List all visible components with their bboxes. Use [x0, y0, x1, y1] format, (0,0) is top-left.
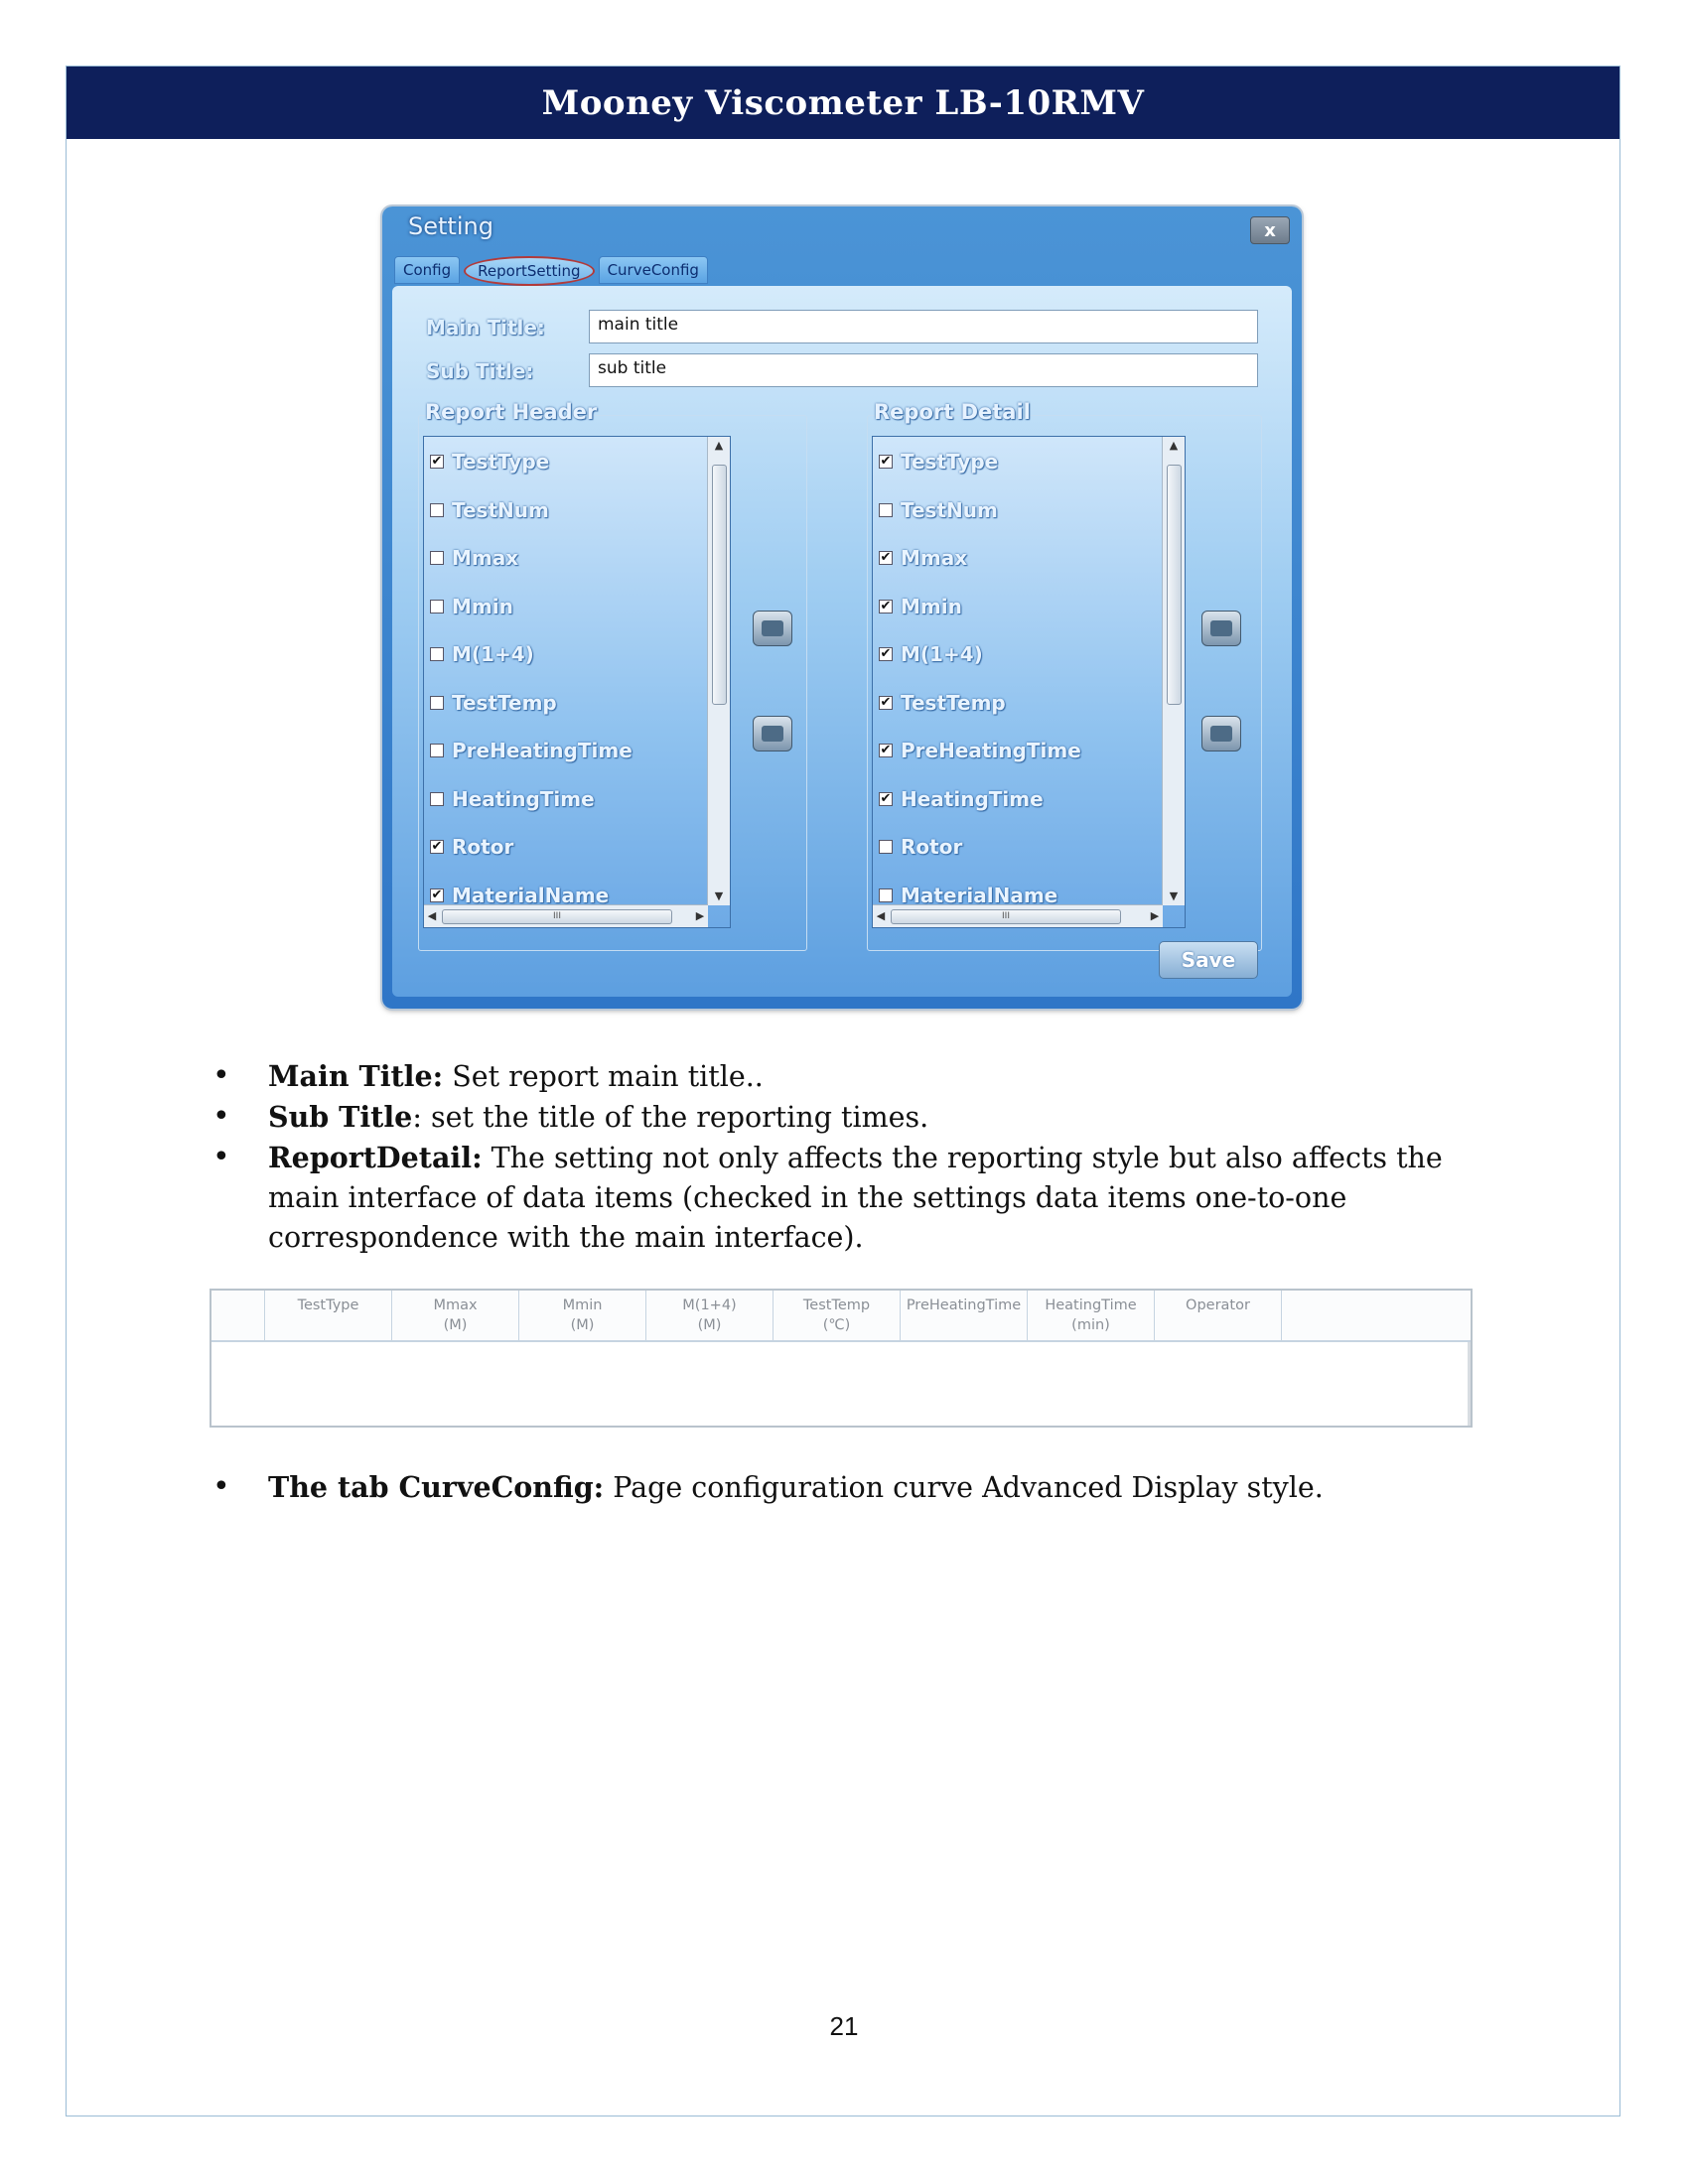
bullet-report-detail — [212, 1138, 1513, 1258]
column-name: Mmin — [562, 1297, 603, 1313]
column-header[interactable] — [646, 1291, 774, 1340]
list-item[interactable] — [430, 495, 549, 525]
list-item-label: Rotor — [452, 835, 514, 859]
table-header-row — [211, 1291, 1471, 1342]
list-item-label: MaterialName — [901, 883, 1058, 907]
list-item[interactable] — [430, 543, 518, 573]
column-header[interactable] — [1028, 1291, 1155, 1340]
report-detail-legend: Report Detail — [874, 400, 1031, 424]
list-item-label: HeatingTime — [901, 786, 1044, 811]
main-title-label: Main Title: — [426, 316, 545, 340]
list-item[interactable] — [430, 592, 513, 621]
list-item-label: TestNum — [901, 497, 998, 522]
list-item-label: TestTemp — [452, 690, 557, 715]
list-item[interactable] — [879, 543, 967, 573]
bullet-sub-title — [212, 1097, 1513, 1138]
list-item-label: TestTemp — [901, 690, 1006, 715]
list-item-label: TestType — [901, 450, 999, 474]
column-unit: (min) — [1071, 1317, 1110, 1333]
bullet-term: Main Title: — [268, 1059, 444, 1093]
column-header[interactable] — [1155, 1291, 1282, 1340]
list-item[interactable] — [430, 688, 557, 718]
column-name: TestType — [297, 1297, 359, 1313]
document-title: Mooney Viscometer LB-10RMV — [541, 82, 1145, 123]
scroll-right-icon[interactable]: ▶ — [1150, 909, 1160, 922]
scroll-left-icon[interactable]: ◀ — [876, 909, 886, 922]
curve-bullet-list — [212, 1467, 1513, 1508]
list-item-label: HeatingTime — [452, 786, 595, 811]
vertical-scrollbar[interactable] — [1162, 437, 1185, 905]
column-name: PreHeatingTime — [906, 1297, 1022, 1313]
checkbox[interactable]: ✔ — [431, 839, 443, 854]
list-item-label: Rotor — [901, 835, 963, 859]
column-name: TestTemp — [802, 1297, 871, 1313]
bullet-text: : set the title of the reporting times. — [412, 1101, 929, 1134]
sub-title-label: Sub Title: — [426, 359, 534, 383]
column-header[interactable] — [774, 1291, 901, 1340]
scroll-down-icon[interactable]: ▼ — [714, 889, 724, 902]
main-interface-table — [210, 1289, 1473, 1428]
scroll-down-icon[interactable]: ▼ — [1169, 889, 1179, 902]
list-item[interactable] — [430, 881, 609, 910]
tab-reportsetting[interactable]: ReportSetting — [464, 256, 594, 286]
dialog-body — [392, 286, 1292, 997]
move-down-button[interactable] — [1201, 716, 1241, 751]
report-detail-group — [867, 400, 1262, 951]
setting-dialog — [382, 206, 1302, 1009]
list-item-label: M(1+4) — [901, 642, 983, 666]
list-item[interactable] — [879, 832, 962, 862]
move-up-button[interactable] — [1201, 611, 1241, 646]
list-item[interactable] — [879, 784, 1044, 814]
list-item[interactable] — [879, 688, 1006, 718]
column-unit: (℃) — [822, 1317, 851, 1333]
checkbox[interactable] — [430, 551, 444, 565]
settings-bullet-list — [212, 1056, 1513, 1258]
report-detail-list[interactable] — [872, 436, 1186, 928]
move-up-button[interactable] — [753, 611, 792, 646]
column-header[interactable] — [265, 1291, 392, 1340]
column-name: Mmax — [433, 1297, 478, 1313]
column-unit: (M) — [697, 1317, 722, 1333]
checkbox[interactable]: ✔ — [880, 694, 892, 710]
column-header[interactable] — [901, 1291, 1028, 1340]
vertical-scrollbar[interactable] — [707, 437, 730, 905]
scroll-right-icon[interactable]: ▶ — [695, 909, 705, 922]
scroll-up-icon[interactable]: ▲ — [1169, 439, 1179, 452]
checkbox[interactable] — [879, 840, 893, 854]
header-band — [67, 67, 1619, 139]
list-item[interactable] — [879, 639, 983, 669]
main-title-input[interactable]: main title — [589, 310, 1258, 343]
bullet-text: Set report main title.. — [443, 1060, 764, 1093]
list-item[interactable] — [430, 639, 534, 669]
tab-bar — [394, 256, 708, 286]
checkbox[interactable] — [430, 600, 444, 614]
checkbox[interactable] — [879, 503, 893, 517]
bullet-text: Page configuration curve Advanced Display style. — [604, 1471, 1324, 1504]
list-item[interactable] — [879, 592, 962, 621]
list-item-label: Mmax — [452, 546, 519, 570]
move-down-button[interactable] — [753, 716, 792, 751]
list-item-label: TestType — [452, 450, 550, 474]
scroll-up-icon[interactable]: ▲ — [714, 439, 724, 452]
column-unit: (M) — [443, 1317, 468, 1333]
list-item-label: PreHeatingTime — [901, 739, 1081, 762]
scroll-left-icon[interactable]: ◀ — [427, 909, 437, 922]
save-button[interactable]: Save — [1159, 941, 1258, 979]
arrow-down-icon — [1210, 726, 1232, 742]
report-header-list[interactable] — [423, 436, 731, 928]
column-name: HeatingTime — [1045, 1297, 1137, 1313]
page-number: 21 — [829, 2011, 859, 2041]
list-item-label: TestNum — [452, 497, 549, 522]
dialog-title: Setting — [408, 212, 493, 240]
list-item-label: Mmin — [901, 594, 962, 618]
scroll-thumb[interactable]: III — [891, 909, 1121, 924]
checkbox[interactable]: ✔ — [880, 550, 892, 565]
checkbox[interactable]: ✔ — [880, 646, 892, 661]
checkbox[interactable] — [430, 696, 444, 710]
sub-title-input[interactable]: sub title — [589, 353, 1258, 387]
bullet-main-title — [212, 1056, 1513, 1097]
column-header[interactable] — [392, 1291, 519, 1340]
table-body — [211, 1342, 1471, 1426]
list-item[interactable] — [879, 736, 1081, 765]
checkbox[interactable]: ✔ — [880, 743, 892, 757]
list-item-label: MaterialName — [452, 883, 610, 907]
bullet-term: Sub Title — [268, 1100, 413, 1134]
bullet-term: The tab CurveConfig: — [268, 1470, 605, 1504]
tab-config[interactable]: Config — [394, 256, 460, 284]
row-header-cell — [211, 1291, 265, 1340]
bullet-text: The setting not only affects the reporting style but also affects the main interface of data items (checked in the settings data items one-to-one correspondence with the main interface). — [268, 1142, 1443, 1254]
list-item[interactable] — [430, 784, 595, 814]
checkbox[interactable]: ✔ — [880, 454, 892, 469]
list-item[interactable] — [430, 736, 633, 765]
close-button[interactable]: x — [1250, 216, 1290, 244]
bullet-term: ReportDetail: — [268, 1141, 483, 1174]
list-item[interactable] — [430, 447, 549, 477]
checkbox[interactable]: ✔ — [880, 790, 892, 806]
list-item[interactable] — [879, 495, 998, 525]
column-name: M(1+4) — [682, 1297, 737, 1313]
checkbox[interactable]: ✔ — [431, 887, 443, 902]
bullet-curveconfig — [212, 1467, 1513, 1508]
report-header-group — [418, 400, 807, 951]
column-header[interactable] — [519, 1291, 646, 1340]
dialog-titlebar — [382, 206, 1302, 246]
list-item[interactable] — [430, 832, 513, 862]
scroll-thumb[interactable]: III — [442, 909, 672, 924]
arrow-up-icon — [1210, 620, 1232, 636]
report-header-legend: Report Header — [425, 400, 598, 424]
arrow-down-icon — [762, 726, 783, 742]
checkbox[interactable]: ✔ — [431, 454, 443, 469]
list-item-label: M(1+4) — [452, 642, 534, 666]
list-item-label: PreHeatingTime — [452, 739, 633, 762]
scroll-thumb[interactable] — [1167, 465, 1182, 705]
column-unit: (M) — [570, 1317, 595, 1333]
arrow-up-icon — [762, 620, 783, 636]
checkbox[interactable] — [430, 503, 444, 517]
checkbox[interactable] — [430, 792, 444, 806]
list-item-label: Mmax — [901, 546, 968, 570]
checkbox[interactable]: ✔ — [880, 598, 892, 614]
list-item[interactable] — [879, 881, 1057, 910]
tab-curveconfig[interactable]: CurveConfig — [599, 256, 708, 284]
list-item[interactable] — [879, 447, 998, 477]
column-name: Operator — [1186, 1297, 1250, 1313]
checkbox[interactable] — [879, 888, 893, 902]
checkbox[interactable] — [430, 647, 444, 661]
checkbox[interactable] — [430, 744, 444, 757]
list-item-label: Mmin — [452, 594, 513, 618]
scroll-thumb[interactable] — [712, 465, 727, 705]
